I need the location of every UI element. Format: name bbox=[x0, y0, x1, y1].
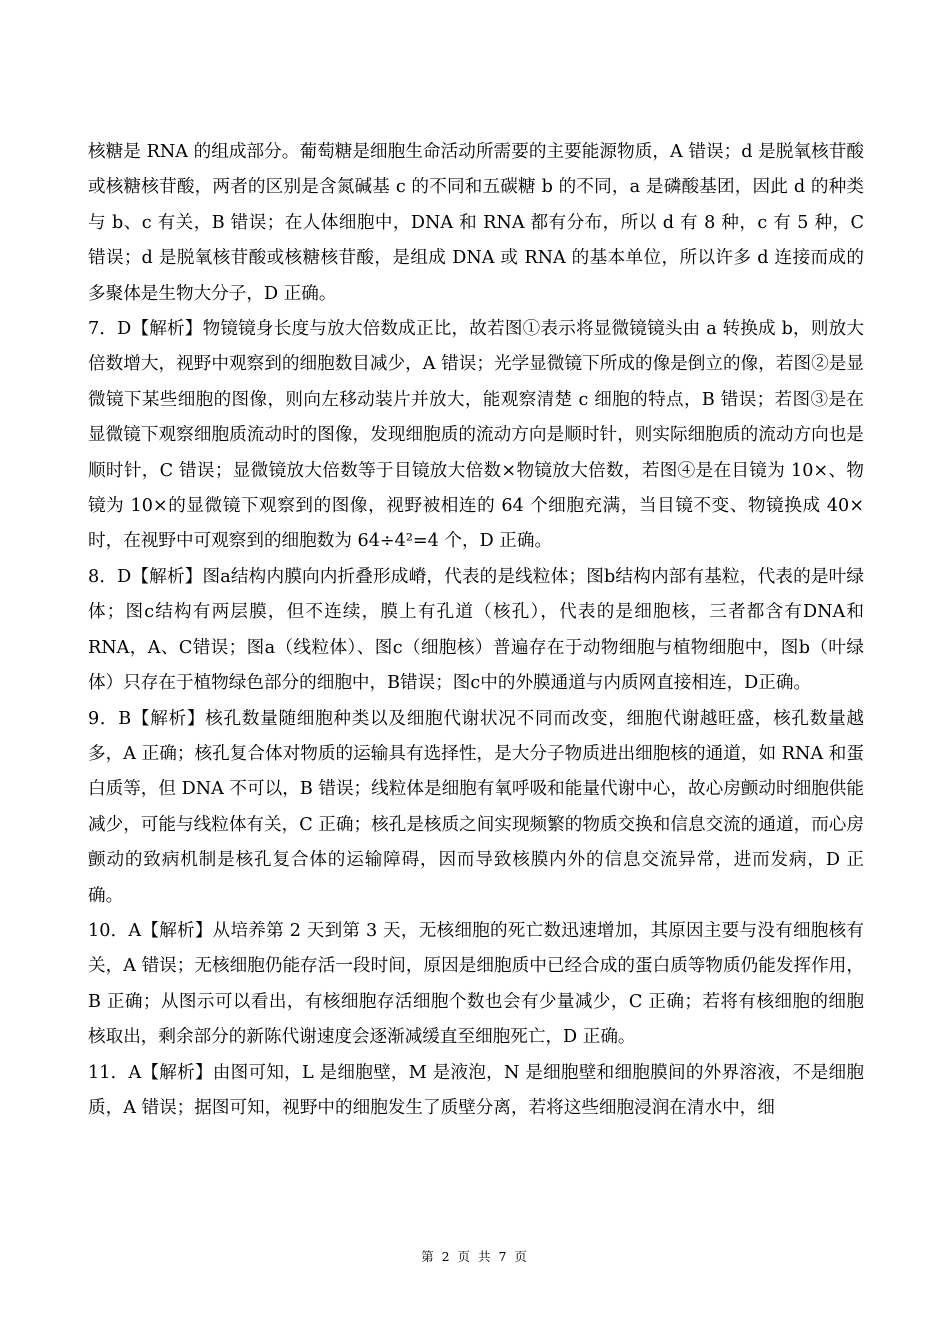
paragraph-q10: 10．A【解析】从培养第 2 天到第 3 天，无核细胞的死亡数迅速增加，其原因主要与没有细胞核有关，A 错误；无核细胞仍能存活一段时间，原因是细胞质中已经合成的蛋白质等物质仍能发挥作用，B 正确；从图示可以看出，有核细胞存活细胞个数也会有少量减少，C 正确；若将有核细胞的细胞核取出，剩余部分的新陈代谢速度会逐渐减缓直至细胞死亡，D 正确。 bbox=[88, 920, 864, 1048]
paragraph-q9: 9．B【解析】核孔数量随细胞种类以及细胞代谢状况不同而改变，细胞代谢越旺盛，核孔数量越多，A 正确；核孔复合体对物质的运输具有选择性，是大分子物质进出细胞核的通道，如 RNA 和蛋白质等，但 DNA 不可以，B 错误；线粒体是细胞有氧呼吸和能量代谢中心，故心房颤动时细胞供能减少，可能与线粒体有关，C 正确；核孔是核质之间实现频繁的物质交换和信息交流的通道，而心房颤动的致病机制是核孔复合体的运输障碍，因而导致核膜内外的信息交流异常，进而发病，D 正确。 bbox=[88, 708, 864, 906]
paragraph-q11: 11．A【解析】由图可知，L 是细胞壁，M 是液泡，N 是细胞壁和细胞膜间的外界溶液，不是细胞质，A 错误；据图可知，视野中的细胞发生了质壁分离，若将这些细胞浸润在清水中，细 bbox=[88, 1062, 864, 1118]
paragraph-q8: 8．D【解析】图a结构内膜向内折叠形成嵴，代表的是线粒体；图b结构内部有基粒，代表的是叶绿体；图c结构有两层膜，但不连续，膜上有孔道（核孔），代表的是细胞核，三者都含有DNA和RNA，A、C错误；图a（线粒体）、图c（细胞核）普遍存在于动物细胞与植物细胞中，图b（叶绿体）只存在于植物绿色部分的细胞中，B错误；图c中的外膜通道与内质网直接相连，D正确。 bbox=[88, 566, 864, 694]
page-number-footer: 第 2 页 共 7 页 bbox=[421, 1249, 529, 1264]
paragraph-q7: 7．D【解析】物镜镜身长度与放大倍数成正比，故若图①表示将显微镜镜头由 a 转换成 b，则放大倍数增大，视野中观察到的细胞数目减少，A 错误；光学显微镜下所成的像是倒立的像，若图②是显微镜下某些细胞的图像，则向左移动装片并放大，能观察清楚 c 细胞的特点，B 错误；若图③是在显微镜下观察细胞质流动时的图像，发现细胞质的流动方向是顺时针，则实际细胞质的流动方向也是顺时针，C 错误；显微镜放大倍数等于目镜放大倍数×物镜放大倍数，若图④是在目镜为 10×、物镜为 10×的显微镜下观察到的图像，视野被相连的 64 个细胞充满，当目镜不变、物镜换成 40×时，在视野中可观察到的细胞数为 64÷4²=4 个，D 正确。 bbox=[88, 319, 864, 552]
paragraph-continuation: 核糖是 RNA 的组成部分。葡萄糖是细胞生命活动所需要的主要能源物质，A 错误；d 是脱氧核苷酸或核糖核苷酸，两者的区别是含氮碱基 c 的不同和五碳糖 b 的不同，a 是磷酸基团，因此 d 的种类与 b、c 有关，B 错误；在人体细胞中，DNA 和 RNA 都有分布，所以 d 有 8 种，c 有 5 种，C 错误；d 是脱氧核苷酸或核糖核苷酸，是组成 DNA 或 RNA 的基本单位，所以许多 d 连接而成的多聚体是生物大分子，D 正确。 bbox=[88, 142, 864, 304]
document-body bbox=[88, 135, 864, 1126]
